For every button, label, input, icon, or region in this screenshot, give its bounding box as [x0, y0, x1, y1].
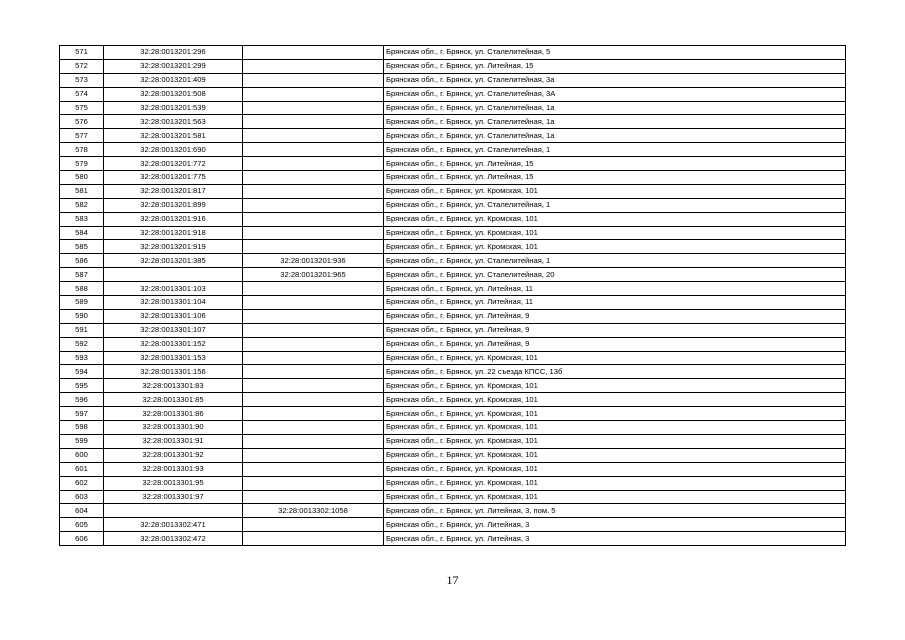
address: Брянская обл., г. Брянск, ул. Сталелитейная, 1 [384, 254, 846, 268]
address: Брянская обл., г. Брянск, ул. Сталелитейная, 1а [384, 129, 846, 143]
table-row [60, 337, 846, 351]
row-number: 580 [60, 171, 104, 185]
row-number: 586 [60, 254, 104, 268]
row-number: 588 [60, 282, 104, 296]
cadastral-number: 32:28:0013301:83 [104, 379, 243, 393]
cadastral-number [104, 504, 243, 518]
cadastral-number: 32:28:0013301:97 [104, 490, 243, 504]
row-number: 597 [60, 407, 104, 421]
table-row [60, 323, 846, 337]
row-number: 595 [60, 379, 104, 393]
related-cadastral-number [243, 323, 384, 337]
cadastral-number: 32:28:0013301:156 [104, 365, 243, 379]
address: Брянская обл., г. Брянск, ул. Кромская, 101 [384, 240, 846, 254]
row-number: 582 [60, 198, 104, 212]
table-row [60, 59, 846, 73]
address: Брянская обл., г. Брянск, ул. Кромская, 101 [384, 421, 846, 435]
related-cadastral-number [243, 115, 384, 129]
cadastral-number: 32:28:0013201:772 [104, 157, 243, 171]
address: Брянская обл., г. Брянск, ул. Кромская, 101 [384, 407, 846, 421]
row-number: 571 [60, 46, 104, 60]
table-row [60, 282, 846, 296]
table-row [60, 421, 846, 435]
related-cadastral-number: 32:28:0013201:965 [243, 268, 384, 282]
row-number: 594 [60, 365, 104, 379]
related-cadastral-number [243, 351, 384, 365]
row-number: 585 [60, 240, 104, 254]
row-number: 581 [60, 184, 104, 198]
cadastral-number: 32:28:0013301:107 [104, 323, 243, 337]
related-cadastral-number [243, 101, 384, 115]
cadastral-number [104, 268, 243, 282]
row-number: 600 [60, 448, 104, 462]
address: Брянская обл., г. Брянск, ул. Кромская, 101 [384, 226, 846, 240]
cadastral-number: 32:28:0013201:918 [104, 226, 243, 240]
cadastral-number: 32:28:0013201:409 [104, 73, 243, 87]
related-cadastral-number [243, 157, 384, 171]
cadastral-number: 32:28:0013301:91 [104, 434, 243, 448]
address: Брянская обл., г. Брянск, ул. Сталелитейная, 1 [384, 143, 846, 157]
related-cadastral-number [243, 337, 384, 351]
address: Брянская обл., г. Брянск, ул. Литейная, 3 [384, 532, 846, 546]
address: Брянская обл., г. Брянск, ул. Сталелитейная, 1а [384, 101, 846, 115]
address: Брянская обл., г. Брянск, ул. Сталелитейная, 1 [384, 198, 846, 212]
table-row [60, 351, 846, 365]
related-cadastral-number [243, 421, 384, 435]
related-cadastral-number [243, 59, 384, 73]
table-row [60, 46, 846, 60]
row-number: 593 [60, 351, 104, 365]
related-cadastral-number [243, 393, 384, 407]
row-number: 583 [60, 212, 104, 226]
related-cadastral-number [243, 73, 384, 87]
related-cadastral-number [243, 518, 384, 532]
row-number: 575 [60, 101, 104, 115]
address: Брянская обл., г. Брянск, ул. Сталелитейная, 1а [384, 115, 846, 129]
cadastral-number: 32:28:0013301:90 [104, 421, 243, 435]
cadastral-number: 32:28:0013302:471 [104, 518, 243, 532]
table-row [60, 129, 846, 143]
related-cadastral-number [243, 309, 384, 323]
related-cadastral-number [243, 226, 384, 240]
table-row [60, 101, 846, 115]
property-table [59, 45, 846, 546]
related-cadastral-number [243, 365, 384, 379]
cadastral-number: 32:28:0013301:95 [104, 476, 243, 490]
address: Брянская обл., г. Брянск, ул. Кромская, 101 [384, 393, 846, 407]
address: Брянская обл., г. Брянск, ул. Кромская, 101 [384, 490, 846, 504]
cadastral-number: 32:28:0013201:563 [104, 115, 243, 129]
row-number: 601 [60, 462, 104, 476]
address: Брянская обл., г. Брянск, ул. Кромская, 101 [384, 476, 846, 490]
cadastral-number: 32:28:0013201:817 [104, 184, 243, 198]
related-cadastral-number [243, 87, 384, 101]
address: Брянская обл., г. Брянск, ул. Литейная, 9 [384, 309, 846, 323]
cadastral-number: 32:28:0013301:104 [104, 296, 243, 310]
cadastral-number: 32:28:0013201:581 [104, 129, 243, 143]
cadastral-number: 32:28:0013201:916 [104, 212, 243, 226]
table-row [60, 268, 846, 282]
row-number: 578 [60, 143, 104, 157]
row-number: 584 [60, 226, 104, 240]
row-number: 576 [60, 115, 104, 129]
row-number: 590 [60, 309, 104, 323]
address: Брянская обл., г. Брянск, ул. Сталелитейная, 3А [384, 87, 846, 101]
cadastral-number: 32:28:0013301:103 [104, 282, 243, 296]
row-number: 574 [60, 87, 104, 101]
table-row [60, 184, 846, 198]
table-row [60, 518, 846, 532]
table-row [60, 171, 846, 185]
related-cadastral-number [243, 143, 384, 157]
address: Брянская обл., г. Брянск, ул. Кромская, 101 [384, 184, 846, 198]
related-cadastral-number [243, 532, 384, 546]
row-number: 577 [60, 129, 104, 143]
row-number: 605 [60, 518, 104, 532]
table-row [60, 254, 846, 268]
table-row [60, 115, 846, 129]
cadastral-number: 32:28:0013201:296 [104, 46, 243, 60]
address: Брянская обл., г. Брянск, ул. Литейная, 3, пом. 5 [384, 504, 846, 518]
row-number: 579 [60, 157, 104, 171]
address: Брянская обл., г. Брянск, ул. Кромская, 101 [384, 434, 846, 448]
cadastral-number: 32:28:0013201:299 [104, 59, 243, 73]
related-cadastral-number [243, 198, 384, 212]
row-number: 606 [60, 532, 104, 546]
table-row [60, 532, 846, 546]
cadastral-number: 32:28:0013301:106 [104, 309, 243, 323]
related-cadastral-number: 32:28:0013201:936 [243, 254, 384, 268]
table-row [60, 226, 846, 240]
cadastral-number: 32:28:0013201:690 [104, 143, 243, 157]
cadastral-number: 32:28:0013301:92 [104, 448, 243, 462]
related-cadastral-number [243, 407, 384, 421]
related-cadastral-number [243, 379, 384, 393]
table-row [60, 393, 846, 407]
cadastral-number: 32:28:0013201:919 [104, 240, 243, 254]
cadastral-number: 32:28:0013301:85 [104, 393, 243, 407]
address: Брянская обл., г. Брянск, ул. Сталелитейная, 20 [384, 268, 846, 282]
row-number: 573 [60, 73, 104, 87]
related-cadastral-number [243, 129, 384, 143]
table-row [60, 490, 846, 504]
cadastral-number: 32:28:0013301:153 [104, 351, 243, 365]
related-cadastral-number [243, 240, 384, 254]
table-row [60, 434, 846, 448]
address: Брянская обл., г. Брянск, ул. Литейная, 15 [384, 59, 846, 73]
row-number: 604 [60, 504, 104, 518]
related-cadastral-number [243, 476, 384, 490]
related-cadastral-number [243, 490, 384, 504]
row-number: 591 [60, 323, 104, 337]
row-number: 596 [60, 393, 104, 407]
address: Брянская обл., г. Брянск, ул. Сталелитейная, 3а [384, 73, 846, 87]
related-cadastral-number [243, 171, 384, 185]
row-number: 599 [60, 434, 104, 448]
address: Брянская обл., г. Брянск, ул. Литейная, 11 [384, 296, 846, 310]
table-row [60, 296, 846, 310]
table-row [60, 87, 846, 101]
row-number: 572 [60, 59, 104, 73]
related-cadastral-number [243, 448, 384, 462]
cadastral-number: 32:28:0013302:472 [104, 532, 243, 546]
table-row [60, 462, 846, 476]
table-row [60, 448, 846, 462]
cadastral-number: 32:28:0013201:508 [104, 87, 243, 101]
related-cadastral-number [243, 184, 384, 198]
row-number: 587 [60, 268, 104, 282]
address: Брянская обл., г. Брянск, ул. Литейная, 3 [384, 518, 846, 532]
address: Брянская обл., г. Брянск, ул. Литейная, 11 [384, 282, 846, 296]
related-cadastral-number [243, 282, 384, 296]
related-cadastral-number [243, 434, 384, 448]
table-body [60, 46, 846, 546]
address: Брянская обл., г. Брянск, ул. Кромская, 101 [384, 212, 846, 226]
table-row [60, 212, 846, 226]
address: Брянская обл., г. Брянск, ул. Сталелитейная, 5 [384, 46, 846, 60]
table-row [60, 379, 846, 393]
row-number: 602 [60, 476, 104, 490]
table-row [60, 407, 846, 421]
row-number: 589 [60, 296, 104, 310]
cadastral-number: 32:28:0013301:152 [104, 337, 243, 351]
table-row [60, 309, 846, 323]
address: Брянская обл., г. Брянск, ул. Кромская, 101 [384, 351, 846, 365]
table-row [60, 365, 846, 379]
table-row [60, 504, 846, 518]
table-row [60, 73, 846, 87]
row-number: 598 [60, 421, 104, 435]
cadastral-number: 32:28:0013201:385 [104, 254, 243, 268]
table-row [60, 476, 846, 490]
table-row [60, 198, 846, 212]
address: Брянская обл., г. Брянск, ул. Литейная, 15 [384, 171, 846, 185]
address: Брянская обл., г. Брянск, ул. Литейная, 9 [384, 323, 846, 337]
cadastral-number: 32:28:0013201:899 [104, 198, 243, 212]
address: Брянская обл., г. Брянск, ул. 22 съезда КПСС, 13б [384, 365, 846, 379]
address: Брянская обл., г. Брянск, ул. Литейная, 9 [384, 337, 846, 351]
address: Брянская обл., г. Брянск, ул. Литейная, 15 [384, 157, 846, 171]
table-row [60, 143, 846, 157]
cadastral-number: 32:28:0013301:86 [104, 407, 243, 421]
related-cadastral-number [243, 212, 384, 226]
address: Брянская обл., г. Брянск, ул. Кромская, 101 [384, 448, 846, 462]
cadastral-number: 32:28:0013301:93 [104, 462, 243, 476]
related-cadastral-number: 32:28:0013302:1058 [243, 504, 384, 518]
table-row [60, 157, 846, 171]
row-number: 603 [60, 490, 104, 504]
cadastral-number: 32:28:0013201:539 [104, 101, 243, 115]
related-cadastral-number [243, 462, 384, 476]
related-cadastral-number [243, 296, 384, 310]
address: Брянская обл., г. Брянск, ул. Кромская, 101 [384, 379, 846, 393]
row-number: 592 [60, 337, 104, 351]
address: Брянская обл., г. Брянск, ул. Кромская, 101 [384, 462, 846, 476]
page-number: 17 [446, 573, 459, 587]
cadastral-number: 32:28:0013201:775 [104, 171, 243, 185]
table-row [60, 240, 846, 254]
related-cadastral-number [243, 46, 384, 60]
